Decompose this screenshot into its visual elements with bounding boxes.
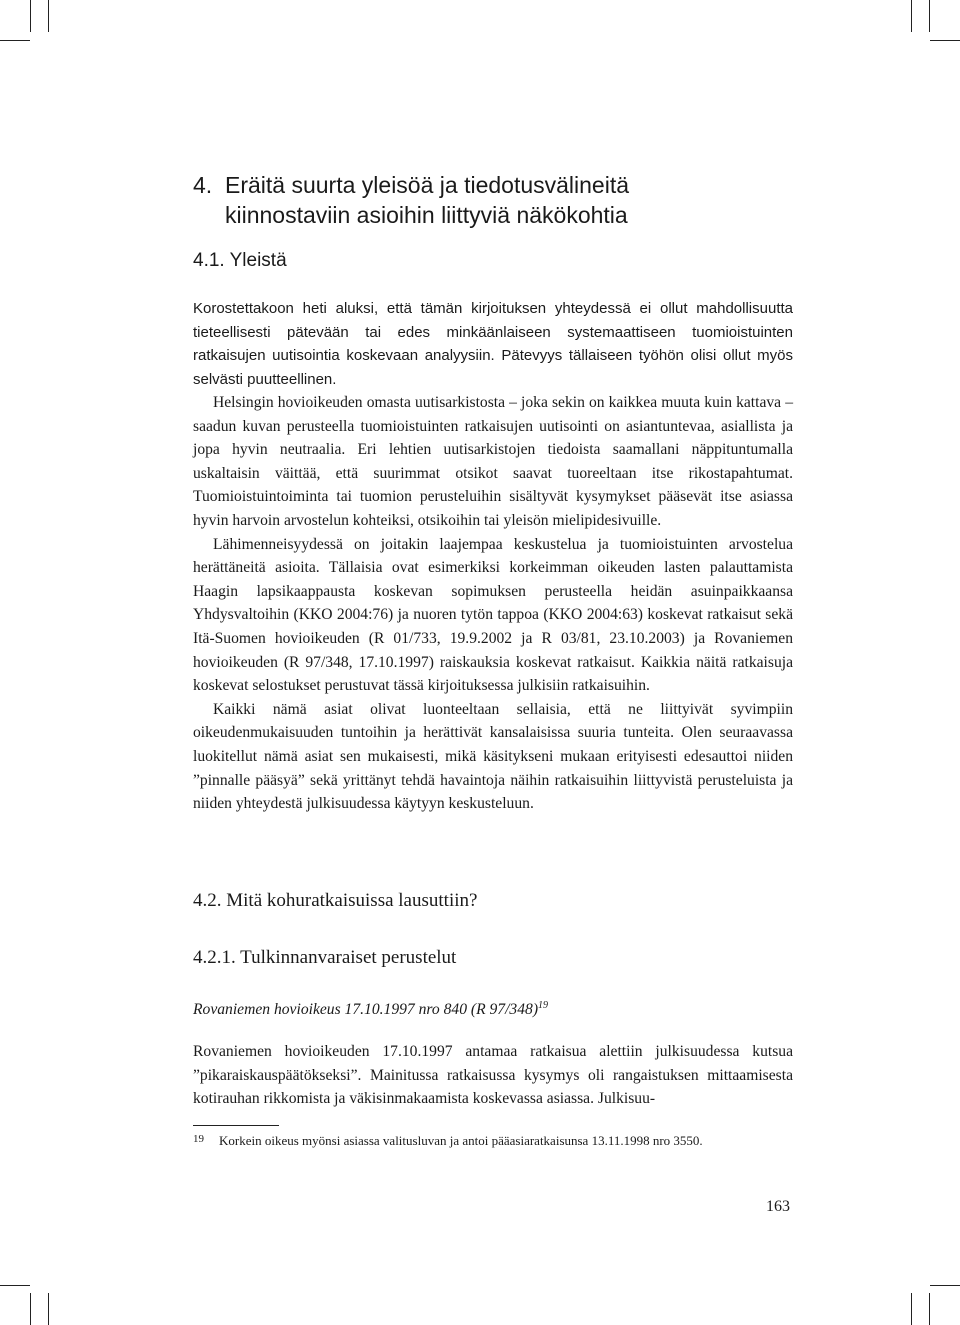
footnote [193, 1130, 813, 1150]
section-4-2-title: 4.2. Mitä kohuratkaisuissa lausuttiin? [193, 890, 478, 911]
footnote-rule [193, 1125, 279, 1126]
chapter-heading [193, 170, 833, 230]
intro-paragraph: Korostettakoon heti aluksi, että tämän kirjoituksen yhteydessä ei ollut mahdollisuutta tieteellisesti pätevään tai edes minkäänlaiseen systemaattiseen tuomioistuinten ratkaisujen uutisointia koskevaan analyysiin. Pätevyys tällaiseen työhön olisi ollut myös selvästi puutteellinen. [193, 300, 793, 388]
crop-mark-top-left-h [0, 40, 30, 41]
case-title-text: Rovaniemen hovioikeus 17.10.1997 nro 840 (R 97/348) [193, 1001, 539, 1019]
paragraph-1: Helsingin hovioikeuden omasta uutisarkistosta – joka sekin on kaikkea muuta kuin kattava – saadun kuvan perusteella tuomioistuinten ratkaisujen uutisointi on asiantuntevaa, asiallista ja jopa hyvin neutraalia. Eri lehtien uutisarkistojen tiedoista saamallani näppituntumalla uskaltaisin väittää, että suurimmat otsikot saavat tuoreeltaan itse rikostapahtumat. Tuomioistuintoiminta tai tuomion perusteluihin sisältyvät kysymykset pääsevät itse asiassa hyvin harvoin arvostelun kohteiksi, otsikoihin tai yleisön mielipidesivuille. [193, 394, 793, 529]
case-title [193, 994, 793, 1022]
section-4-1-body [193, 391, 793, 816]
crop-mark-top-left-v2 [48, 0, 49, 32]
crop-mark-top-right-v2 [911, 0, 912, 32]
footnote-text: Korkein oikeus myönsi asiassa valitusluvan ja antoi pääasiaratkaisunsa 13.11.1998 nro 3550. [219, 1133, 703, 1148]
crop-mark-bottom-right-v [929, 1293, 930, 1325]
crop-mark-top-right-h [930, 40, 960, 41]
crop-mark-top-right-v [929, 0, 930, 32]
chapter-heading-line2: kiinnostaviin asioihin liittyviä näkökohtia [225, 202, 628, 228]
section-4-1-title: 4.1. Yleistä [193, 250, 287, 271]
crop-mark-bottom-right-h [930, 1285, 960, 1286]
crop-mark-bottom-right-v2 [911, 1293, 912, 1325]
footnote-reference: 19 [538, 1000, 549, 1011]
paragraph-2: Lähimenneisyydessä on joitakin laajempaa keskustelua ja tuomioistuinten arvostelua herättäneitä asioita. Tällaisia ovat esimerkiksi korkeimman oikeuden lasten palauttamista Haagin lapsikaappausta koskevan sopimuksen perusteella heidän asuinpaikkaansa Yhdysvaltoihin (KKO 2004:76) ja nuoren tytön tappoa (KKO 2004:63) koskevat ratkaisut sekä Itä-Suomen hovioikeuden (R 01/733, 19.9.2002 ja R 03/81, 23.10.2003) ja Rovaniemen hovioikeuden (R 97/348, 17.10.1997) raiskauksia koskevat ratkaisut. Kaikkia näitä ratkaisuja koskevat selostukset perustuvat tässä kirjoituksessa julkisiin ratkaisuihin. [193, 535, 793, 695]
crop-mark-top-left-v [30, 0, 31, 32]
page-number: 163 [766, 1198, 790, 1215]
case-paragraph: Rovaniemen hovioikeuden 17.10.1997 antamaa ratkaisua alettiin julkisuudessa kutsua ”pikaraiskauspäätökseksi”. Mainitussa ratkaisussa kysymys oli rangaistuksen mittaamisesta kotirauhan rikkomista ja väkisinmakaamista koskevassa asiassa. Julkisuu- [193, 1043, 793, 1108]
crop-mark-bottom-left-v [30, 1293, 31, 1325]
crop-mark-bottom-left-h [0, 1285, 30, 1286]
crop-mark-bottom-left-v2 [48, 1293, 49, 1325]
chapter-number: 4. [193, 172, 213, 198]
paragraph-3: Kaikki nämä asiat olivat luonteeltaan sellaisia, että ne liittyivät syvimpiin oikeudenmukaisuuden tuntoihin ja herättivät kansalaisissa suuria tunteita. Olen seuraavassa luokitellut nämä asiat sen mukaisesti, mikä käsitykseni mukaan erityisesti edesauttoi niiden ”pinnalle pääsyä” sekä yrittänyt tehdä havaintoja näihin ratkaisuihin liittyvistä perusteluista ja niiden yhteydestä julkisuudessa käytyyn keskusteluun. [193, 700, 793, 813]
section-4-2-1-title: 4.2.1. Tulkinnanvaraiset perustelut [193, 947, 457, 968]
footnote-number: 19 [193, 1133, 204, 1145]
chapter-heading-line1: Eräitä suurta yleisöä ja tiedotusvälineitä [225, 172, 630, 198]
